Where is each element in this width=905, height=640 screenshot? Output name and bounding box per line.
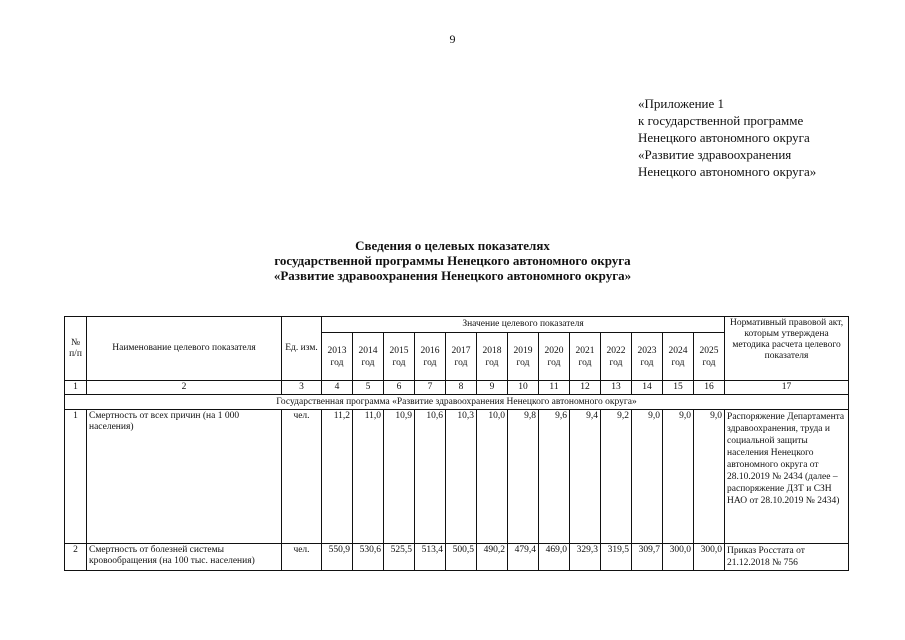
header-year-suffix: год (330, 357, 344, 368)
row-value: 9,0 (694, 410, 725, 544)
header-year-suffix: год (485, 357, 499, 368)
header-year-value: 2016 (420, 345, 440, 356)
row-value: 309,7 (632, 544, 663, 571)
header-year (477, 333, 508, 381)
indicators-table (64, 316, 849, 571)
row-value: 9,0 (632, 410, 663, 544)
column-number: 5 (353, 381, 384, 395)
header-year-suffix: год (609, 357, 623, 368)
header-unit: Ед. изм. (282, 317, 322, 381)
column-number: 10 (508, 381, 539, 395)
header-year (446, 333, 477, 381)
column-number: 13 (601, 381, 632, 395)
row-value: 10,6 (415, 410, 446, 544)
header-year-suffix: год (578, 357, 592, 368)
header-year-value: 2020 (544, 345, 564, 356)
header-year-value: 2017 (451, 345, 471, 356)
column-number: 17 (725, 381, 849, 395)
row-unit: чел. (282, 544, 322, 571)
row-name: Смертность от болезней системы кровообращения (на 100 тыс. населения) (87, 544, 282, 571)
row-num: 1 (65, 410, 87, 544)
header-year-value: 2024 (668, 345, 688, 356)
header-year (539, 333, 570, 381)
header-year-suffix: год (702, 357, 716, 368)
column-number: 4 (322, 381, 353, 395)
column-number: 16 (694, 381, 725, 395)
header-year-value: 2021 (575, 345, 595, 356)
column-number: 2 (87, 381, 282, 395)
row-value: 550,9 (322, 544, 353, 571)
header-year-value: 2022 (606, 345, 626, 356)
row-value: 9,6 (539, 410, 570, 544)
column-number: 9 (477, 381, 508, 395)
header-name: Наименование целевого показателя (87, 317, 282, 381)
header-year (632, 333, 663, 381)
header-year-value: 2018 (482, 345, 502, 356)
header-year-suffix: год (423, 357, 437, 368)
row-num: 2 (65, 544, 87, 571)
title-line: Сведения о целевых показателях (355, 238, 550, 253)
annex-line: к государственной программе (638, 113, 804, 128)
header-year (663, 333, 694, 381)
header-year (570, 333, 601, 381)
row-value: 300,0 (694, 544, 725, 571)
annex-line: «Развитие здравоохранения (638, 147, 792, 162)
header-year (322, 333, 353, 381)
row-value: 11,0 (353, 410, 384, 544)
row-value: 490,2 (477, 544, 508, 571)
header-year-value: 2025 (699, 345, 719, 356)
column-number: 1 (65, 381, 87, 395)
section-title: Государственная программа «Развитие здравоохранения Ненецкого автономного округа» (65, 395, 849, 410)
title-line: государственной программы Ненецкого автономного округа (274, 253, 631, 268)
header-year (694, 333, 725, 381)
row-value: 9,8 (508, 410, 539, 544)
column-number: 6 (384, 381, 415, 395)
row-value: 9,4 (570, 410, 601, 544)
header-legal: Нормативный правовой акт, которым утверждена методика расчета целевого показателя (725, 317, 849, 381)
header-year-suffix: год (454, 357, 468, 368)
header-year-suffix: год (671, 357, 685, 368)
row-value: 11,2 (322, 410, 353, 544)
header-year (353, 333, 384, 381)
header-year (601, 333, 632, 381)
row-value: 10,9 (384, 410, 415, 544)
row-legal-act: Приказ Росстата от 21.12.2018 № 756 (725, 544, 849, 571)
row-value: 469,0 (539, 544, 570, 571)
row-legal-act: Распоряжение Департамента здравоохранения, труда и социальной защиты населения Ненецкого автономного округа от 28.10.2019 № 2434 (далее – распоряжение ДЗТ и СЗН НАО от 28.10.2019 № 2434) (725, 410, 849, 544)
header-year-suffix: год (516, 357, 530, 368)
column-number: 7 (415, 381, 446, 395)
column-number: 15 (663, 381, 694, 395)
header-year-suffix: год (640, 357, 654, 368)
column-number: 11 (539, 381, 570, 395)
header-year-value: 2019 (513, 345, 533, 356)
column-number: 8 (446, 381, 477, 395)
column-number: 12 (570, 381, 601, 395)
row-value: 319,5 (601, 544, 632, 571)
header-year-value: 2015 (389, 345, 409, 356)
annex-line: Ненецкого автономного округа (638, 130, 810, 145)
header-year-suffix: год (392, 357, 406, 368)
header-year-value: 2013 (327, 345, 347, 356)
row-value: 300,0 (663, 544, 694, 571)
row-name: Смертность от всех причин (на 1 000 населения) (87, 410, 282, 544)
table-row (65, 544, 849, 571)
title-line: «Развитие здравоохранения Ненецкого автономного округа» (273, 268, 632, 283)
column-number: 3 (282, 381, 322, 395)
row-value: 9,2 (601, 410, 632, 544)
column-number: 14 (632, 381, 663, 395)
document-title (0, 238, 905, 283)
annex-line: «Приложение 1 (638, 96, 725, 111)
annex-block (638, 95, 816, 180)
header-year-value: 2023 (637, 345, 657, 356)
table-row (65, 410, 849, 544)
row-value: 479,4 (508, 544, 539, 571)
header-num: № п/п (65, 317, 87, 381)
header-year (508, 333, 539, 381)
page-number: 9 (449, 32, 456, 46)
row-value: 513,4 (415, 544, 446, 571)
row-value: 530,6 (353, 544, 384, 571)
row-value: 9,0 (663, 410, 694, 544)
header-year (384, 333, 415, 381)
header-values-group: Значение целевого показателя (322, 317, 725, 333)
header-year-suffix: год (361, 357, 375, 368)
row-value: 525,5 (384, 544, 415, 571)
header-year-suffix: год (547, 357, 561, 368)
annex-line: Ненецкого автономного округа» (638, 164, 817, 179)
row-value: 500,5 (446, 544, 477, 571)
row-value: 10,3 (446, 410, 477, 544)
row-value: 329,3 (570, 544, 601, 571)
header-year-value: 2014 (358, 345, 378, 356)
row-unit: чел. (282, 410, 322, 544)
header-year (415, 333, 446, 381)
row-value: 10,0 (477, 410, 508, 544)
